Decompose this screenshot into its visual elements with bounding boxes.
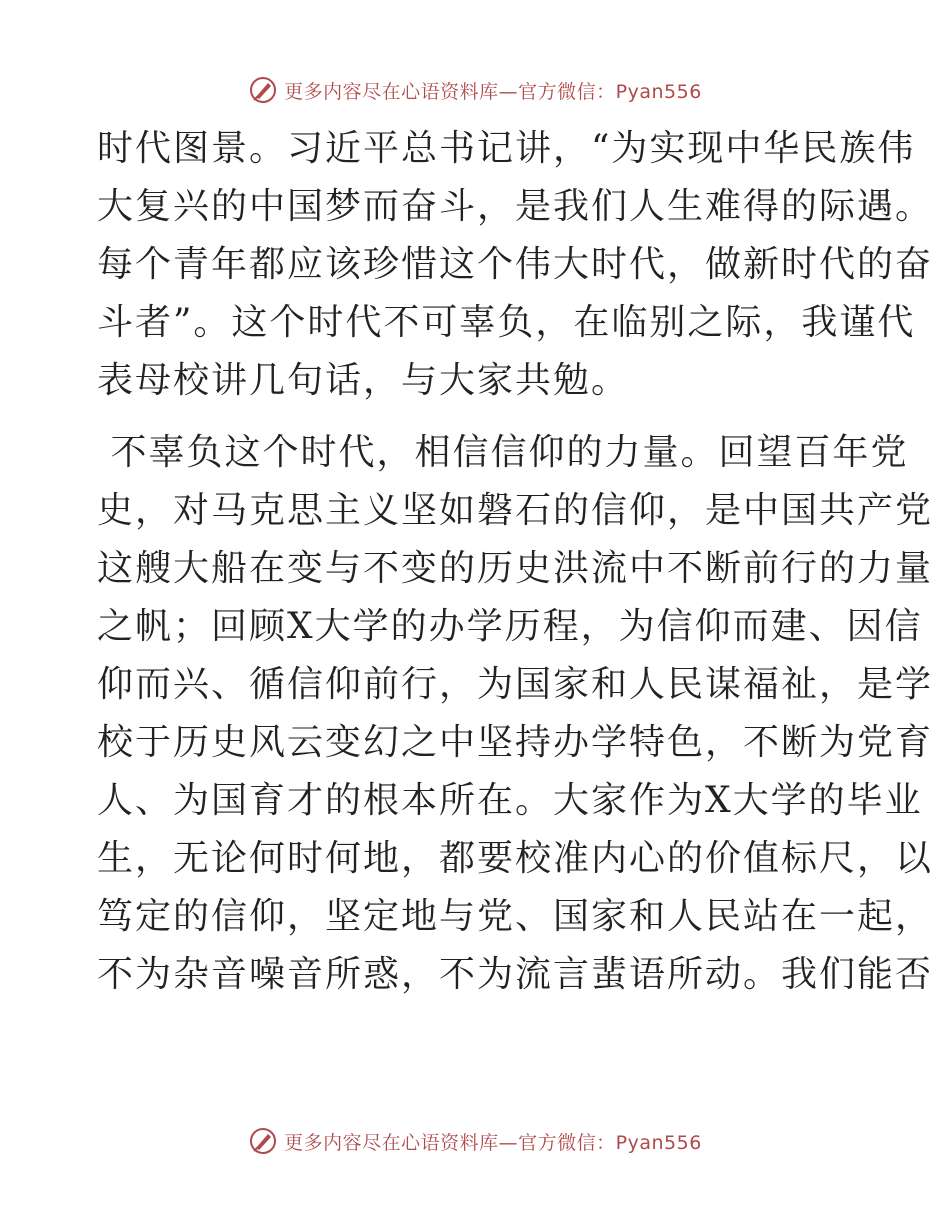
text-line: 不为杂音噪音所惑，不为流言蜚语所动。我们能否: [97, 954, 934, 995]
text-line: 大复兴的中国梦而奋斗，是我们人生难得的际遇。: [97, 186, 934, 227]
text-line: 校于历史风云变幻之中坚持办学特色，不断为党育: [97, 722, 934, 763]
watermark-text: 更多内容尽在心语资料库—官方微信：Pyan556: [284, 1131, 702, 1154]
header-watermark: [0, 73, 950, 107]
text-line: 之帆；回顾X大学的办学历程，为信仰而建、因信: [97, 606, 923, 647]
text-line: 史，对马克思主义坚如磐石的信仰，是中国共产党: [97, 490, 934, 531]
footer-watermark: [0, 1124, 950, 1158]
paragraph-gap: [97, 410, 857, 424]
watermark-text: 更多内容尽在心语资料库—官方微信：Pyan556: [284, 80, 702, 103]
text-line: 仰而兴、循信仰前行，为国家和人民谋福祉，是学: [97, 664, 934, 705]
text-line: 时代图景。习近平总书记讲，“为实现中华民族伟: [97, 128, 916, 169]
text-line: 笃定的信仰，坚定地与党、国家和人民站在一起，: [97, 896, 934, 937]
paragraph-1: [97, 120, 934, 410]
quill-circle-icon: [248, 75, 278, 105]
text-line: 不辜负这个时代，相信信仰的力量。回望百年党: [97, 432, 909, 473]
text-line: 这艘大船在变与不变的历史洪流中不断前行的力量: [97, 548, 934, 589]
text-line: 人、为国育才的根本所在。大家作为X大学的毕业: [97, 780, 923, 821]
quill-circle-icon: [248, 1126, 278, 1156]
document-body: [97, 120, 934, 1004]
text-line: 每个青年都应该珍惜这个伟大时代，做新时代的奋: [97, 244, 934, 285]
paragraph-2: [97, 424, 934, 1004]
text-line: 表母校讲几句话，与大家共勉。: [97, 360, 630, 401]
text-line: 斗者”。这个时代不可辜负，在临别之际，我谨代: [97, 302, 916, 343]
text-line: 生，无论何时何地，都要校准内心的价值标尺，以: [97, 838, 934, 879]
